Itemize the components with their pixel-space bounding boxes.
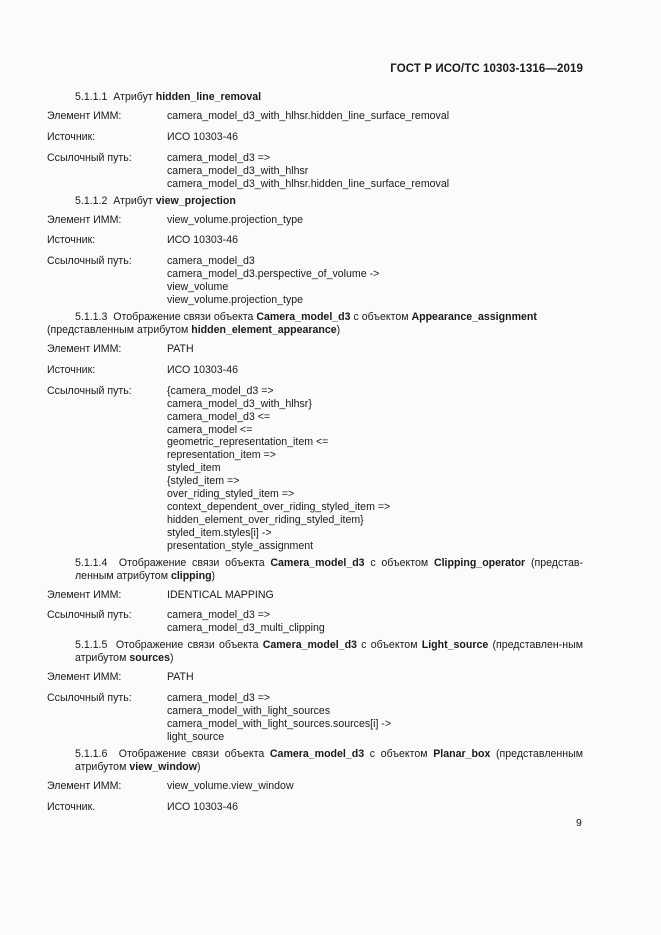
heading-text: Отображение связи объекта <box>118 556 265 569</box>
heading-continuation <box>47 324 583 337</box>
path-line: geometric_representation_item <= <box>167 436 329 449</box>
path-line: hidden_element_over_riding_styled_item} <box>167 513 364 526</box>
element-label: Элемент ИММ: <box>47 110 122 122</box>
path-line: camera_model_d3_with_hlhsr <box>167 164 309 177</box>
section-number: 5.1.1.5 <box>75 639 108 652</box>
object-name: Camera_model_d3 <box>256 310 351 323</box>
section-number: 5.1.1.2 <box>75 194 108 207</box>
path-line: camera_model_d3 <box>167 255 255 268</box>
attribute-name: hidden_element_appearance <box>191 323 337 336</box>
standard-header: ГОСТ Р ИСО/ТС 10303-1316—2019 <box>390 63 583 75</box>
path-line: view_volume <box>167 281 229 294</box>
element-row <box>47 214 583 227</box>
element-label: Элемент ИММ: <box>47 588 122 601</box>
path-line: presentation_style_assignment <box>167 539 314 552</box>
heading-text: ) <box>169 652 174 665</box>
refpath-lines <box>167 609 583 635</box>
path-line: camera_model_d3_multi_clipping <box>167 622 325 635</box>
object-name: Camera_model_d3 <box>269 747 365 760</box>
refpath-label: Ссылочный путь: <box>47 151 132 164</box>
element-value: view_volume.projection_type <box>167 213 304 226</box>
source-label: Источник: <box>47 363 96 376</box>
path-line: camera_model <= <box>167 423 253 436</box>
attribute-name: clipping <box>170 569 212 582</box>
element-value: PATH <box>167 342 194 355</box>
object-name: Camera_model_d3 <box>262 639 357 652</box>
path-line: camera_model_with_light_sources <box>167 705 331 718</box>
heading-text: ) <box>197 760 201 773</box>
element-row <box>47 110 583 123</box>
heading-text: (представлен-ным атрибутом <box>75 639 583 665</box>
path-line: context_dependent_over_riding_styled_item => <box>167 500 391 513</box>
path-line: styled_item.styles[i] -> <box>167 526 272 539</box>
path-line: {camera_model_d3 => <box>167 384 274 397</box>
path-line: light_source <box>167 730 225 743</box>
path-line: view_volume.projection_type <box>167 294 304 307</box>
object-name: Camera_model_d3 <box>270 556 365 569</box>
document-body <box>47 91 583 822</box>
section-heading-5-1-1-2 <box>47 195 583 208</box>
path-line: camera_model_d3_with_hlhsr} <box>167 397 312 410</box>
heading-text: ) <box>211 569 216 582</box>
path-line: over_riding_styled_item => <box>167 488 295 501</box>
element-row <box>47 589 583 602</box>
element-value: view_volume.view_window <box>167 779 294 792</box>
source-value: ИСО 10303-46 <box>167 234 238 247</box>
section-heading-5-1-1-3 <box>47 311 583 324</box>
heading-text: с объектом <box>370 556 429 569</box>
section-number: 5.1.1.3 <box>75 310 108 323</box>
refpath-row <box>47 255 583 307</box>
source-row <box>47 801 583 814</box>
element-row <box>47 780 583 793</box>
section-title: Атрибут <box>113 194 153 207</box>
attribute-name: view_window <box>129 760 198 773</box>
path-line: camera_model_d3 <= <box>167 410 271 423</box>
path-line: camera_model_d3_with_hlhsr.hidden_line_surface_removal <box>167 177 450 190</box>
attribute-name: view_projection <box>155 194 236 207</box>
heading-text: с объектом <box>361 639 418 652</box>
page-number: 9 <box>576 817 582 829</box>
path-line: representation_item => <box>167 449 276 462</box>
element-label: Элемент ИММ: <box>47 213 122 226</box>
path-line: camera_model_with_light_sources.sources[i] -> <box>167 718 392 730</box>
section-number: 5.1.1.6 <box>75 747 108 760</box>
heading-text: Отображение связи объекта <box>118 747 265 760</box>
path-line: camera_model_d3 => <box>167 692 271 705</box>
path-line: camera_model_d3.perspective_of_volume -> <box>167 268 380 281</box>
source-value: ИСО 10303-46 <box>167 363 238 376</box>
heading-text: с объектом <box>353 310 409 323</box>
refpath-label: Ссылочный путь: <box>47 384 132 397</box>
source-row <box>47 131 583 144</box>
path-line: styled_item <box>167 462 221 475</box>
target-object-name: Clipping_operator <box>433 556 526 569</box>
refpath-lines <box>167 152 583 191</box>
attribute-name: sources <box>129 652 170 665</box>
section-heading-5-1-1-4 <box>47 557 583 583</box>
path-line: camera_model_d3 => <box>167 609 271 622</box>
refpath-label: Ссылочный путь: <box>47 609 132 622</box>
refpath-row <box>47 609 583 635</box>
heading-text: (представ-ленным атрибутом <box>75 556 584 582</box>
element-label: Элемент ИММ: <box>47 779 122 792</box>
path-line: {styled_item => <box>167 475 240 488</box>
source-row <box>47 364 583 377</box>
source-label: Источник. <box>47 800 96 813</box>
section-title: Атрибут <box>113 91 153 103</box>
target-object-name: Planar_box <box>433 747 491 760</box>
element-value: camera_model_d3_with_hlhsr.hidden_line_surface_removal <box>167 110 450 122</box>
element-label: Элемент ИММ: <box>47 342 122 355</box>
source-row <box>47 234 583 247</box>
section-heading-5-1-1-6 <box>47 748 583 774</box>
refpath-lines <box>167 255 583 307</box>
target-object-name: Light_source <box>421 639 489 652</box>
source-label: Источник: <box>47 234 96 247</box>
heading-text: Отображение связи объекта <box>115 639 259 652</box>
path-line: camera_model_d3 => <box>167 151 271 164</box>
refpath-row <box>47 692 583 744</box>
element-row <box>47 671 583 684</box>
heading-text: ) <box>336 323 341 336</box>
heading-text: (представленным атрибутом <box>47 323 189 336</box>
element-value: IDENTICAL MAPPING <box>167 588 274 601</box>
section-number: 5.1.1.1 <box>75 91 108 103</box>
section-number: 5.1.1.4 <box>75 556 108 569</box>
heading-text: Отображение связи объекта <box>113 310 254 323</box>
source-value: ИСО 10303-46 <box>167 130 238 143</box>
attribute-name: hidden_line_removal <box>155 91 262 103</box>
element-value: PATH <box>167 671 194 684</box>
refpath-lines <box>167 385 583 553</box>
element-label: Элемент ИММ: <box>47 671 122 684</box>
refpath-label: Ссылочный путь: <box>47 692 132 705</box>
refpath-label: Ссылочный путь: <box>47 255 132 268</box>
source-label: Источник: <box>47 130 96 143</box>
element-row <box>47 343 583 356</box>
section-heading-5-1-1-1 <box>47 91 583 104</box>
heading-text: с объектом <box>369 747 428 760</box>
refpath-lines <box>167 692 583 744</box>
refpath-row <box>47 152 583 191</box>
section-heading-5-1-1-5 <box>47 639 583 665</box>
refpath-row <box>47 385 583 553</box>
heading-text: (представленным атрибутом <box>75 747 583 773</box>
source-value: ИСО 10303-46 <box>167 800 238 813</box>
target-object-name: Appearance_assignment <box>411 310 537 323</box>
